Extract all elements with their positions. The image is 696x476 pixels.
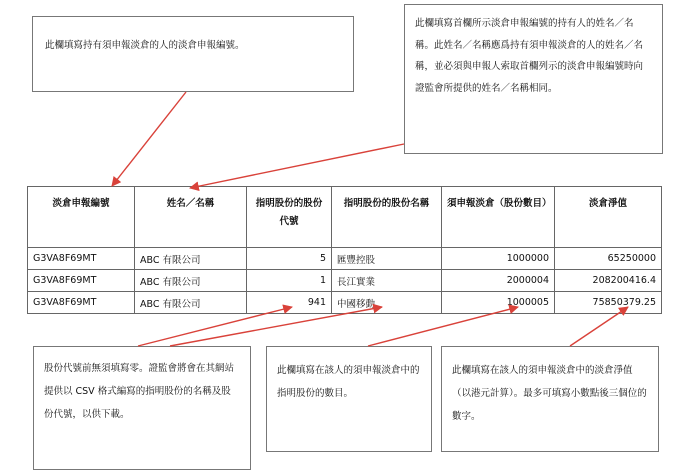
cell-stock-code: 941 <box>247 292 332 314</box>
cell-stock-code: 5 <box>247 248 332 270</box>
header-net-value: 淡倉淨值 <box>555 187 662 248</box>
arrow-stock-code <box>138 307 292 346</box>
arrow-net-value <box>570 307 628 346</box>
note-holder-name: 此欄填寫首欄所示淡倉申報編號的持有人的姓名／名稱。此姓名／名稱應爲持有須申報淡倉的人的姓名／名稱，並必須與申報人索取首欄列示的淡倉申報編號時向證監會所提供的姓名／名稱相同。 <box>404 4 663 154</box>
cell-stock-code: 1 <box>247 270 332 292</box>
cell-name: ABC 有限公司 <box>135 270 247 292</box>
arrow-report-number <box>112 92 186 186</box>
header-stock-name: 指明股份的股份名稱 <box>332 187 442 248</box>
cell-net-value: 208200416.4 <box>555 270 662 292</box>
header-shares: 須申報淡倉（股份數目） <box>442 187 555 248</box>
cell-shares: 1000005 <box>442 292 555 314</box>
cell-stock-name: 匯豐控股 <box>332 248 442 270</box>
cell-report-number: G3VA8F69MT <box>28 270 135 292</box>
cell-stock-name: 中國移動 <box>332 292 442 314</box>
arrow-stock-code-2 <box>170 307 382 346</box>
cell-stock-name: 長江實業 <box>332 270 442 292</box>
arrow-share-count <box>368 307 518 346</box>
note-report-number: 此欄填寫持有須申報淡倉的人的淡倉申報編號。 <box>32 16 354 92</box>
header-stock-code: 指明股份的股份代號 <box>247 187 332 248</box>
cell-name: ABC 有限公司 <box>135 292 247 314</box>
cell-net-value: 75850379.25 <box>555 292 662 314</box>
note-stock-code: 股份代號前無須填寫零。證監會將會在其網站提供以 CSV 格式編寫的指明股份的名稱及股份代號，以供下載。 <box>33 346 251 470</box>
cell-report-number: G3VA8F69MT <box>28 292 135 314</box>
cell-name: ABC 有限公司 <box>135 248 247 270</box>
cell-net-value: 65250000 <box>555 248 662 270</box>
cell-shares: 1000000 <box>442 248 555 270</box>
cell-report-number: G3VA8F69MT <box>28 248 135 270</box>
header-name: 姓名／名稱 <box>135 187 247 248</box>
cell-shares: 2000004 <box>442 270 555 292</box>
note-net-value: 此欄填寫在該人的須申報淡倉中的淡倉淨值（以港元計算）。最多可填寫小數點後三個位的數字。 <box>441 346 659 452</box>
arrow-holder-name <box>190 144 404 188</box>
header-report-number: 淡倉申報編號 <box>28 187 135 248</box>
note-share-count: 此欄填寫在該人的須申報淡倉中的指明股份的數目。 <box>266 346 432 452</box>
